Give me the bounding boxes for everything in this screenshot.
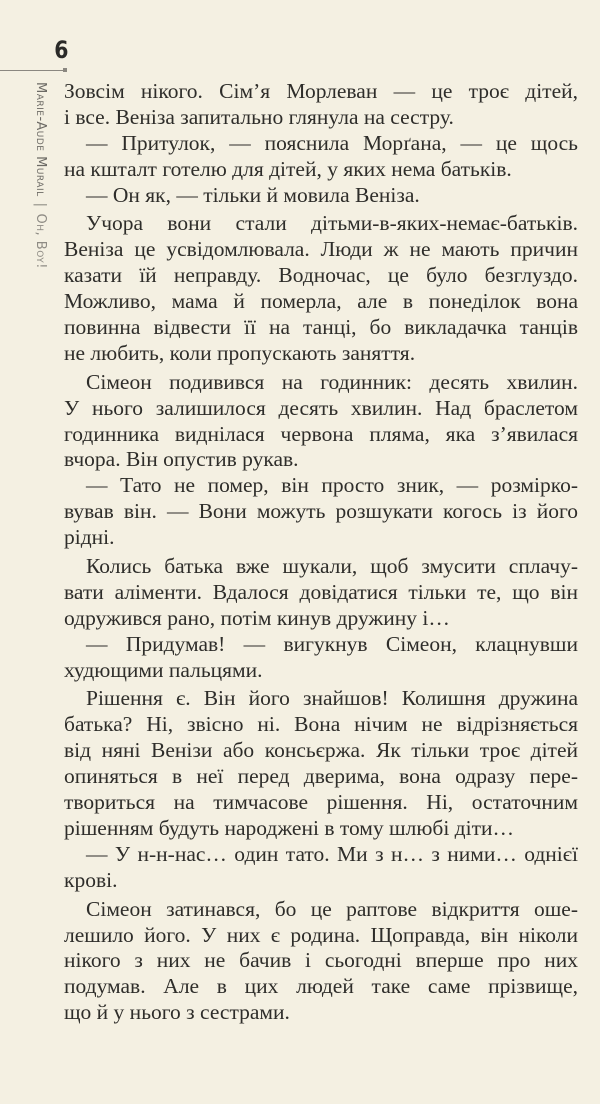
text-line: — Он як, — тільки й мовила Веніза. (86, 182, 420, 207)
paragraph (64, 183, 578, 209)
text-line: що й у нього з сестрами. (64, 1000, 290, 1025)
paragraph (64, 473, 578, 551)
text-line: одружився рано, потім кинув дружину і… (64, 605, 450, 630)
text-line: — Придумав! — вигукнув Сімеон, клацнувши (86, 631, 578, 656)
text-line: вчора. Він опустив рукав. (64, 447, 299, 472)
text-line: Зовсім нікого. Сім’я Морлеван — це троє дітей, (64, 79, 578, 103)
text-line: худющими пальцями. (64, 657, 263, 682)
paragraph (64, 554, 578, 632)
text-line: Веніза це усвідомлювала. Люди ж не мають причин (64, 237, 578, 262)
text-line: казати їй неправду. Водночас, це було безглуздо. (64, 263, 578, 288)
running-head-separator: | (33, 202, 48, 208)
text-line: вати аліменти. Вдалося довідатися тільки те, що він (64, 579, 578, 604)
text-line: Можливо, мама й померла, але в понеділок вона (64, 289, 578, 314)
text-line: подумав. Але в цих людей таке саме прізвище, (64, 974, 578, 999)
paragraph (64, 211, 578, 366)
page-number: 6 (54, 36, 69, 64)
text-line: Учора вони стали дітьми-в-яких-немає-батьків. (86, 211, 578, 236)
text-line: від няні Венізи або консьєржа. Як тільки троє дітей (64, 738, 578, 763)
text-line: рідні. (64, 525, 115, 550)
text-line: опиняться в неї перед дверима, вона одразу пере- (64, 764, 578, 789)
header-rule-end (63, 68, 67, 72)
running-head (33, 82, 48, 269)
paragraph (64, 79, 578, 131)
paragraph (64, 897, 578, 1026)
paragraph (64, 131, 578, 183)
text-line: — У н-н-нас… один тато. Ми з н… з ними… однієї (86, 841, 578, 866)
text-line: батька? Ні, звісно ні. Вона нічим не відрізняється (64, 712, 578, 737)
paragraph (64, 686, 578, 841)
paragraph (64, 632, 578, 684)
text-line: на кшталт готелю для дітей, у яких нема батьків. (64, 156, 512, 181)
header-rule (0, 70, 66, 71)
running-head-title: Oh, Boy! (33, 213, 48, 269)
text-line: повинна відвести її на танці, бо викладачка танців (64, 315, 578, 340)
text-line: Сімеон подивився на годинник: десять хвилин. (86, 369, 578, 394)
text-line: годинника виднілася червона пляма, яка з’явилася (64, 421, 578, 446)
text-line: Рішення є. Він його знайшов! Колишня дружина (86, 686, 578, 711)
text-line: твориться на тимчасове рішення. Ні, остаточним (64, 790, 578, 815)
text-line: вував він. — Вони можуть розшукати когось із його (64, 499, 578, 524)
text-line: Колись батька вже шукали, щоб змусити сплачу- (86, 554, 578, 579)
text-line: крові. (64, 867, 118, 892)
paragraph (64, 370, 578, 474)
text-line: Сімеон затинався, бо це раптове відкриття оше- (86, 896, 578, 921)
body-text (64, 79, 578, 1026)
text-line: У нього залишилося десять хвилин. Над браслетом (64, 395, 578, 420)
paragraph (64, 842, 578, 894)
text-line: — Притулок, — пояснила Морґана, — це щось (86, 130, 578, 155)
text-line: нікого з них не бачив і сьогодні вперше про них (64, 948, 578, 973)
text-line: лешило його. У них є родина. Щоправда, він ніколи (64, 922, 578, 947)
text-line: і все. Веніза запитально глянула на сестру. (64, 104, 454, 129)
text-line: рішенням будуть народжені в тому шлюбі діти… (64, 815, 514, 840)
text-line: — Тато не помер, він просто зник, — розмірко- (86, 473, 578, 498)
text-line: не любить, коли пропускають заняття. (64, 340, 416, 365)
running-head-author: Marie-Aude Murail (33, 82, 48, 197)
